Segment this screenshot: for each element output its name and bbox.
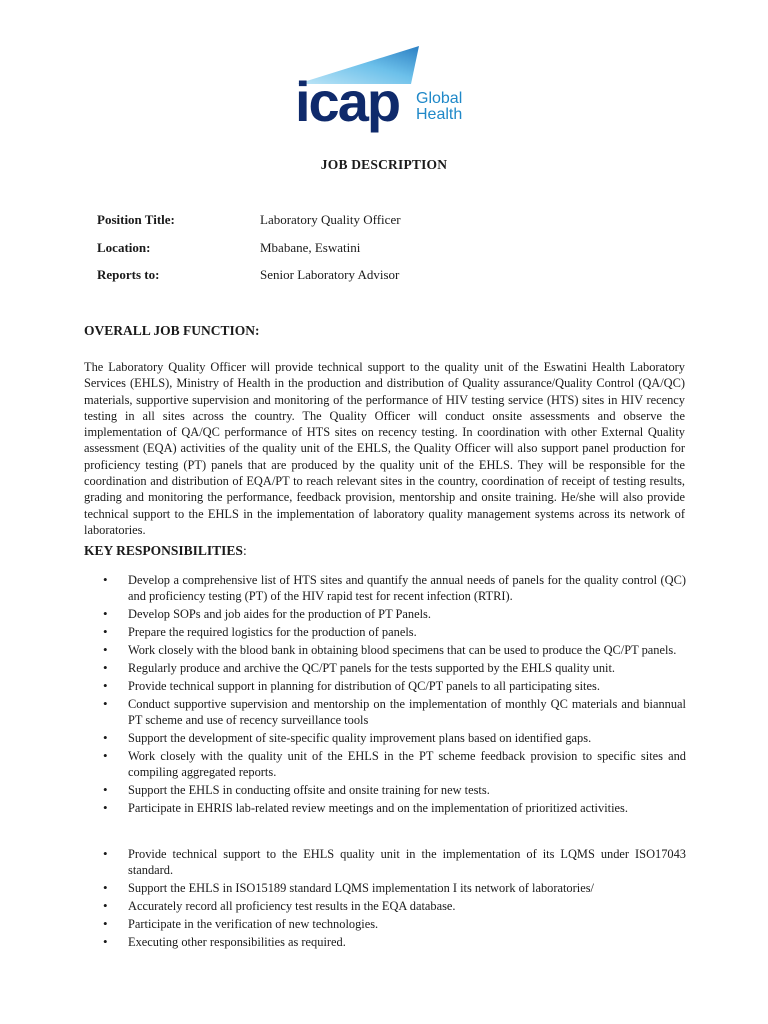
responsibility-item xyxy=(84,800,686,816)
key-heading-text: KEY RESPONSIBILITIES xyxy=(84,543,243,558)
responsibility-text: Work closely with the quality unit of the EHLS in the PT scheme feedback provision to specific sites and compiling aggregated reports. xyxy=(128,748,686,780)
document-title: JOB DESCRIPTION xyxy=(320,157,448,172)
responsibility-item xyxy=(84,898,686,914)
bullet-icon: • xyxy=(103,695,108,711)
bullet-icon: • xyxy=(103,781,108,797)
responsibility-item xyxy=(84,572,686,605)
bullet-icon: • xyxy=(103,915,108,931)
bullet-icon: • xyxy=(103,799,108,815)
meta-label: Reports to: xyxy=(97,267,160,282)
responsibility-text: Support the EHLS in ISO15189 standard LQMS implementation I its network of laboratories/ xyxy=(128,881,594,896)
responsibility-item xyxy=(84,880,686,896)
responsibility-text: Develop SOPs and job aides for the production of PT Panels. xyxy=(128,607,431,622)
responsibility-text: Executing other responsibilities as required. xyxy=(128,934,346,949)
bullet-icon: • xyxy=(103,898,108,914)
bullet-icon: • xyxy=(103,659,108,675)
responsibility-text: Support the development of site-specific quality improvement plans based on identified gaps. xyxy=(128,730,592,745)
responsibility-item xyxy=(84,846,686,879)
logo-sub-line1: Global xyxy=(416,90,463,107)
logo-wordmark: icap xyxy=(295,70,400,133)
responsibility-text: Participate in EHRIS lab-related review meetings and on the implementation of prioritized activities. xyxy=(128,800,628,815)
responsibility-text: Support the EHLS in conducting offsite and onsite training for new tests. xyxy=(128,782,490,797)
responsibility-item xyxy=(84,678,686,694)
meta-value: Laboratory Quality Officer xyxy=(260,212,401,227)
bullet-icon: • xyxy=(103,880,108,896)
responsibility-text: Regularly produce and archive the QC/PT panels for the tests supported by the EHLS quality unit. xyxy=(128,660,616,675)
responsibility-item xyxy=(84,916,686,932)
bullet-icon: • xyxy=(103,729,108,745)
bullet-icon: • xyxy=(103,572,108,587)
responsibility-item xyxy=(84,606,686,622)
responsibility-item xyxy=(84,624,686,640)
overall-job-function-text: The Laboratory Quality Officer will provide technical support to the quality unit of the Eswatini Health Laboratory Services (EHLS), Ministry of Health in the production and distribution of Quality assurance/Quality Control (QA/QC) materials, supportive supervision and monitoring of the performance of HIV testing service (HTS) sites in HIV recency testing in all sites across the country. The Quality Officer will conduct onsite assessments and observe the implementation of QA/QC performance of HTS sites on recency testing. In coordination with other External Quality assessment (EQA) activities of the quality unit of the EHLS, the Quality Officer will also support panel production for proficiency testing (PT) panels that are produced by the quality unit of the EHLS. They will be responsible for the coordination and distribution of EQA/PT to reach relevant sites in the country, coordination of receipt of testing results, grading and monitoring the performance, feedback provision, mentorship and onsite training. He/she will also provide technical support to the EHLS in the implementation of laboratory quality management systems across its network of laboratories. xyxy=(84,360,685,537)
responsibilities-list xyxy=(84,572,686,818)
responsibility-text: Conduct supportive supervision and mentorship on the implementation of monthly QC materials and biannual PT scheme and use of recency surveillance tools xyxy=(128,696,686,727)
bullet-icon: • xyxy=(103,624,108,640)
bullet-icon: • xyxy=(103,933,108,949)
responsibility-item xyxy=(84,730,686,746)
overall-job-function-heading: OVERALL JOB FUNCTION: xyxy=(84,323,260,338)
responsibilities-list-continued xyxy=(84,846,686,952)
icap-logo xyxy=(295,44,475,134)
responsibility-item xyxy=(84,748,686,781)
bullet-icon: • xyxy=(103,747,108,763)
responsibility-item xyxy=(84,696,686,729)
bullet-icon: • xyxy=(103,641,108,657)
logo-subtitle xyxy=(416,91,462,123)
responsibility-text: Provide technical support in planning for distribution of QC/PT panels to all participating sites. xyxy=(128,678,600,693)
key-responsibilities-heading xyxy=(84,543,247,559)
bullet-icon: • xyxy=(103,677,108,693)
meta-value: Mbabane, Eswatini xyxy=(260,239,361,255)
responsibility-item xyxy=(84,782,686,798)
key-heading-colon: : xyxy=(242,543,247,558)
responsibility-text: Prepare the required logistics for the production of panels. xyxy=(128,625,417,640)
logo-sub-line2: Health xyxy=(416,106,463,123)
responsibility-text: Develop a comprehensive list of HTS sites and quantify the annual needs of panels for the quality control (QC) and proficiency testing (PT) of the HIV rapid test for recent infection (RTRI). xyxy=(128,573,686,604)
meta-label: Location: xyxy=(97,239,151,255)
responsibility-text: Participate in the verification of new technologies. xyxy=(128,916,379,931)
bullet-icon: • xyxy=(103,846,108,861)
meta-label: Position Title: xyxy=(97,212,175,227)
responsibility-item xyxy=(84,642,686,658)
responsibility-text: Provide technical support to the EHLS quality unit in the implementation of its LQMS under ISO17043 standard. xyxy=(128,847,686,878)
bullet-icon: • xyxy=(103,606,108,622)
meta-value: Senior Laboratory Advisor xyxy=(260,267,400,282)
responsibility-text: Work closely with the blood bank in obtaining blood specimens that can be used to produce the QC/PT panels. xyxy=(128,642,677,657)
responsibility-item xyxy=(84,934,686,950)
responsibility-item xyxy=(84,660,686,676)
responsibility-text: Accurately record all proficiency test results in the EQA database. xyxy=(128,899,456,914)
